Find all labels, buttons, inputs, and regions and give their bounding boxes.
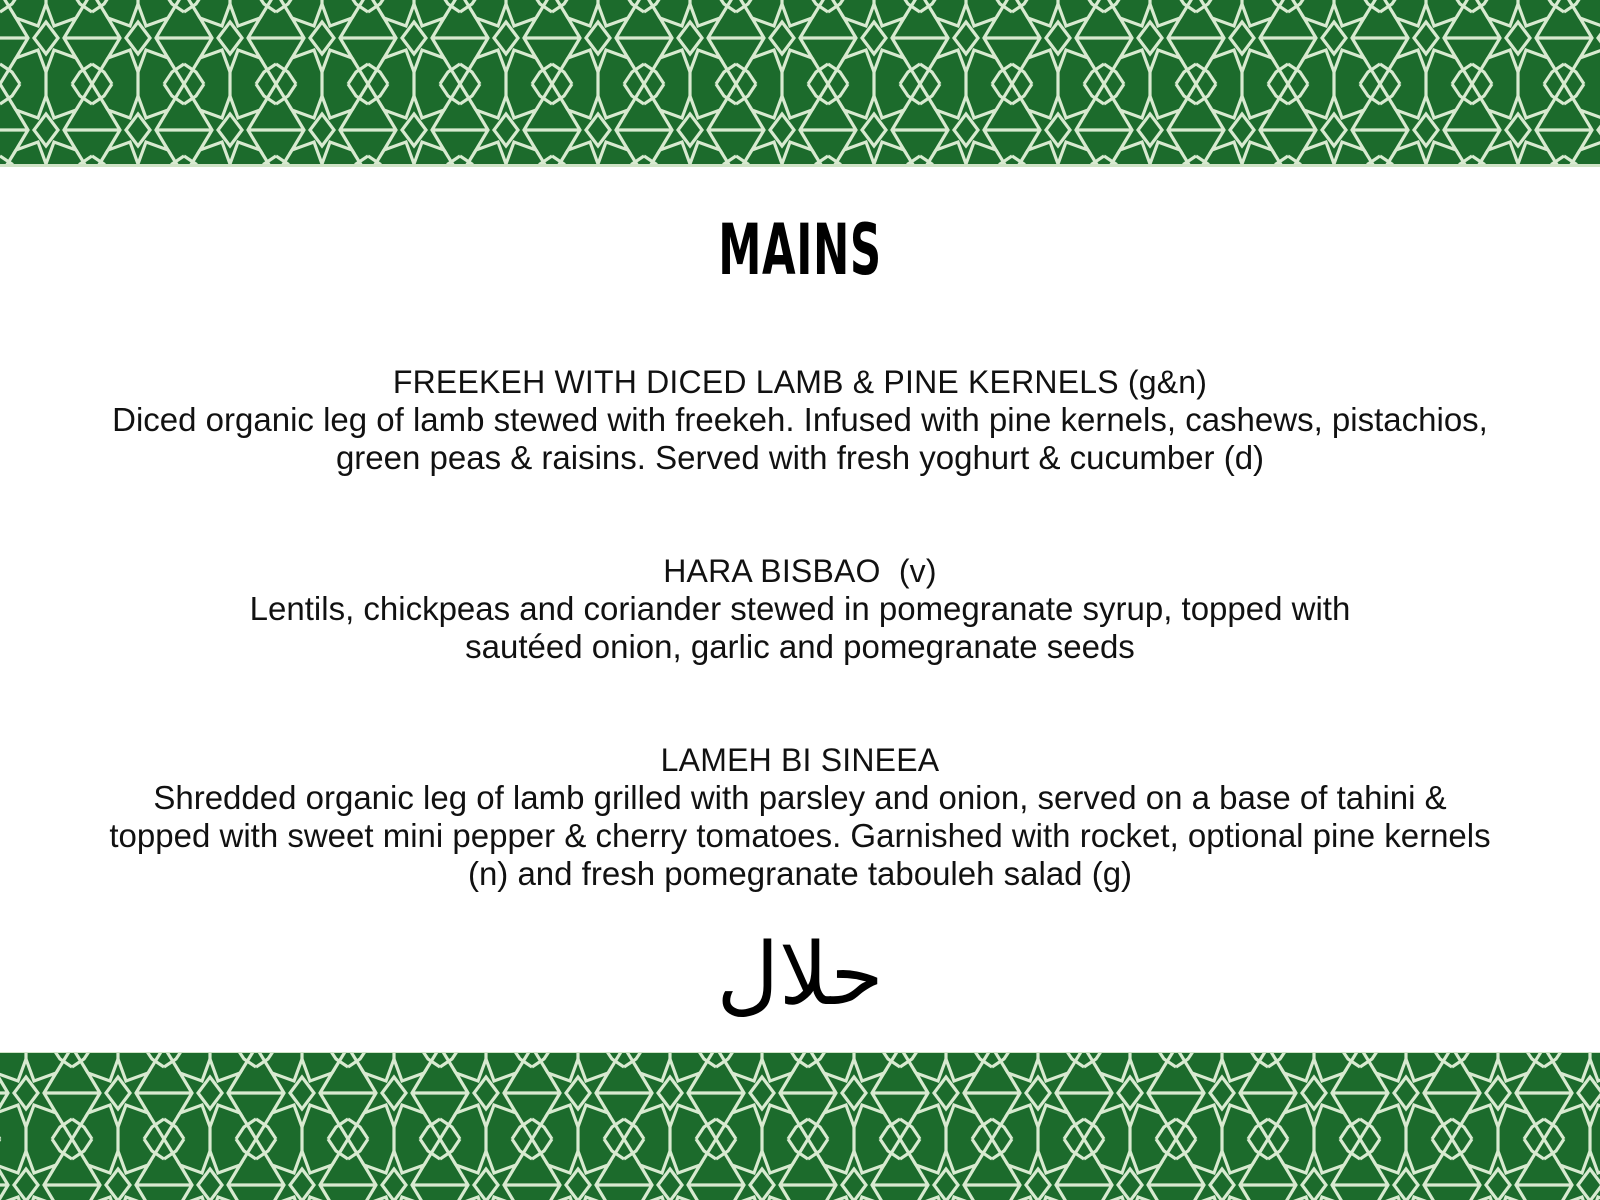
dish-description: Shredded organic leg of lamb grilled with parsley and onion, served on a base of tahini & topped with sweet mini pepper & cherry tomatoes. Garnished with rocket, optional pine kernels (n) and fresh pomegranate tabouleh salad (g)	[109, 779, 1491, 892]
halal-label: حلال	[716, 925, 884, 1025]
bottom-geometric-pattern	[0, 1053, 1600, 1200]
dish-name: FREEKEH WITH DICED LAMB & PINE KERNELS (g&n)	[392, 364, 1208, 400]
dish-name: LAMEH BI SINEEA	[660, 742, 940, 778]
top-pattern-band	[0, 0, 1600, 166]
dish-name: HARA BISBAO (v)	[663, 553, 937, 589]
bottom-pattern-band	[0, 1053, 1600, 1200]
menu-item	[100, 552, 1500, 666]
menu-item	[100, 741, 1500, 893]
top-geometric-pattern	[0, 0, 1600, 166]
menu-item	[100, 363, 1500, 477]
dish-description: Diced organic leg of lamb stewed with freekeh. Infused with pine kernels, cashews, pistachios, green peas & raisins. Served with fresh yoghurt & cucumber (d)	[112, 401, 1488, 476]
dish-description: Lentils, chickpeas and coriander stewed in pomegranate syrup, topped with sautéed onion, garlic and pomegranate seeds	[249, 590, 1351, 665]
top-band-edge	[0, 164, 1600, 167]
page-title: MAINS	[718, 209, 882, 291]
